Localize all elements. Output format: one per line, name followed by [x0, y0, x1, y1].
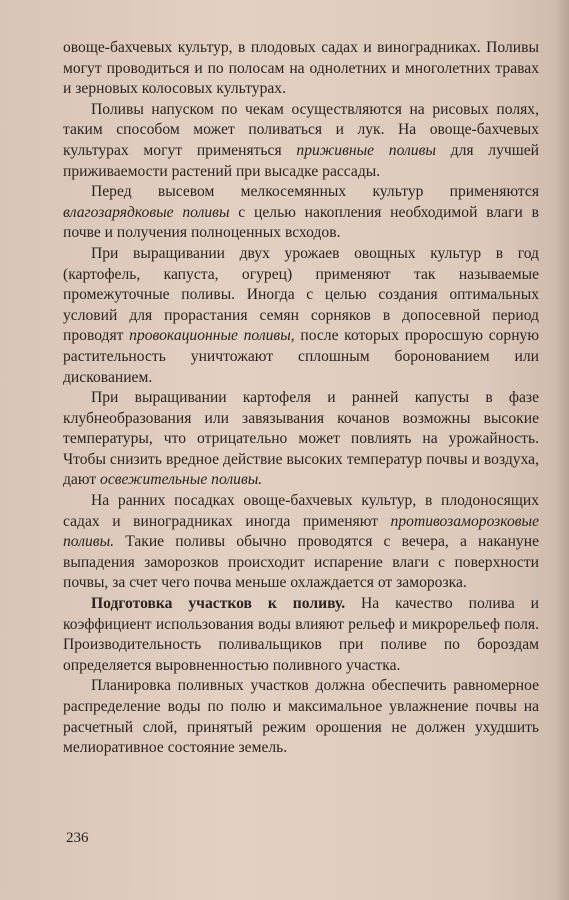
- text-segment: с целью накопления необходимой влаги в почве и получения полноценных всходов.: [63, 203, 539, 242]
- term-italic: освежительные поливы.: [100, 471, 263, 489]
- text-segment: При выращивании картофеля и ранней капусты в фазе клубнеобразования или завязывания кочанов возможны высокие температуры, что отрицательно может повлиять на урожайность. Чтобы снизить вредное действие высоких температур почвы и воздуха, дают: [63, 389, 539, 489]
- text-segment: Планировка поливных участков должна обеспечить равномерное распределение воды по полю и максимальное увлажнение почвы на расчетный слой, принятый режим орошения не должен ухудшить мелиоративное состояние земель.: [63, 677, 539, 757]
- text-segment: после которых проросшую сорную растительность уничтожают сплошным боронованием или дискованием.: [63, 327, 539, 386]
- text-segment: Такие поливы обычно проводятся с вечера, а накануне выпадения заморозков происходит испарение влаги с поверхности почвы, за счет чего почва меньше охлаждается от заморозка.: [63, 533, 539, 592]
- paragraph-3: [63, 182, 539, 244]
- body-text: [63, 38, 539, 759]
- section-heading: Подготовка участков к поливу.: [91, 595, 346, 613]
- text-segment: Перед высевом мелкосемянных культур применяются: [91, 183, 539, 201]
- page-edge-shadow: [555, 0, 569, 900]
- text-segment: для лучшей приживаемости растений при высадке рассады.: [63, 141, 539, 180]
- paragraph-2: [63, 100, 539, 182]
- term-italic: приживные поливы: [296, 141, 436, 159]
- paragraph-7: [63, 594, 539, 676]
- paragraph-8: [63, 676, 539, 758]
- page-number: 236: [66, 830, 89, 846]
- term-italic: влагозарядковые поливы: [63, 203, 230, 221]
- term-italic: противозаморозковые поливы.: [63, 512, 539, 551]
- paragraph-4: [63, 244, 539, 388]
- text-segment: На ранних посадках овоще-бахчевых культур, в плодоносящих садах и виноградниках иногда применяют: [63, 492, 539, 530]
- term-italic: провокационные поливы,: [129, 327, 295, 345]
- text-segment: При выращивании двух урожаев овощных культур в год (картофель, капуста, огурец) применяют так называемые промежуточные поливы. Иногда с целью создания оптимальных условий для прорастания семян сорняков в допосевной период проводят: [63, 244, 539, 345]
- text-segment: Поливы напуском по чекам осуществляются на рисовых полях, таким способом может поливаться и лук. На овоще-бахчевых культурах могут применяться: [63, 100, 539, 159]
- paragraph-6: [63, 491, 539, 594]
- text-segment: овоще-бахчевых культур, в плодовых садах и виноградниках. Поливы могут проводиться и по полосам на однолетних и многолетних травах и зерновых колосовых культурах.: [63, 39, 539, 98]
- paragraph-1: [63, 38, 539, 100]
- text-segment: На качество полива и коэффициент использования воды влияют рельеф и микрорельеф поля. Производительность поливальщиков при поливе по бороздам определяется выровненностью поливного участка.: [63, 595, 539, 674]
- paragraph-5: [63, 388, 539, 491]
